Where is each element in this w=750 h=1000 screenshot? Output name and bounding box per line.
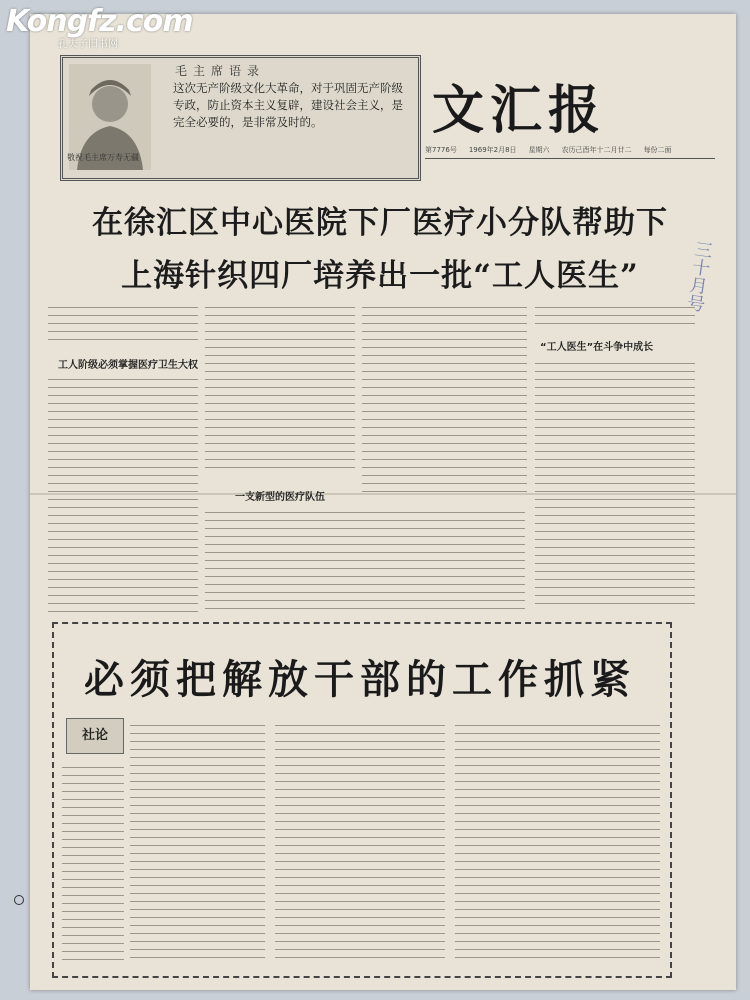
article-column xyxy=(48,300,198,348)
article-column xyxy=(362,300,527,495)
editorial-column xyxy=(455,718,660,963)
binding-hole-icon xyxy=(14,895,24,905)
issue-weekday: 星期六 xyxy=(528,146,550,154)
quotation-caption: 敬祝毛主席万寿无疆 xyxy=(67,153,139,162)
quotation-box xyxy=(60,55,421,181)
headline-line-1: 在徐汇区中心医院下厂医疗小分队帮助下 xyxy=(92,205,668,241)
issue-date: 1969年2月8日 xyxy=(468,146,517,154)
subhead-right: “工人医生”在斗争中成长 xyxy=(540,342,654,353)
editorial-tag: 社论 xyxy=(66,718,124,754)
subhead-middle: 一支新型的医疗队伍 xyxy=(235,492,325,503)
editorial-title: 必须把解放干部的工作抓紧 xyxy=(84,656,636,703)
article-column xyxy=(535,356,695,611)
masthead-title: 文汇报 xyxy=(432,80,607,141)
edition-info: 每份二面 xyxy=(643,146,672,154)
article-column xyxy=(535,300,695,330)
dateline xyxy=(425,145,725,155)
quotation-text: 这次无产阶级文化大革命，对于巩固无产阶级专政，防止资本主义复辟，建设社会主义，是完全必要的，是非常及时的。 xyxy=(173,81,403,129)
watermark-logo: Kongfz.com xyxy=(6,4,193,39)
editorial-column xyxy=(130,718,265,963)
headline-line-2: 上海针织四厂培养出一批“工人医生” xyxy=(121,258,639,294)
issue-number: 第7776号 xyxy=(425,146,457,154)
subhead-left: 工人阶级必须掌握医疗卫生大权 xyxy=(58,360,198,371)
masthead-rule xyxy=(425,158,715,159)
article-column xyxy=(205,300,355,470)
watermark xyxy=(6,4,193,50)
quotation-title: 毛主席语录 xyxy=(175,64,266,78)
watermark-subtitle: 孔夫子旧书网 xyxy=(58,39,118,50)
lunar-date: 农历己酉年十二月廿二 xyxy=(561,146,632,154)
handwritten-note: 三十月号 xyxy=(683,238,714,314)
editorial-column xyxy=(275,718,445,963)
editorial-column xyxy=(62,760,124,960)
article-column xyxy=(205,505,525,610)
article-column xyxy=(48,372,198,612)
